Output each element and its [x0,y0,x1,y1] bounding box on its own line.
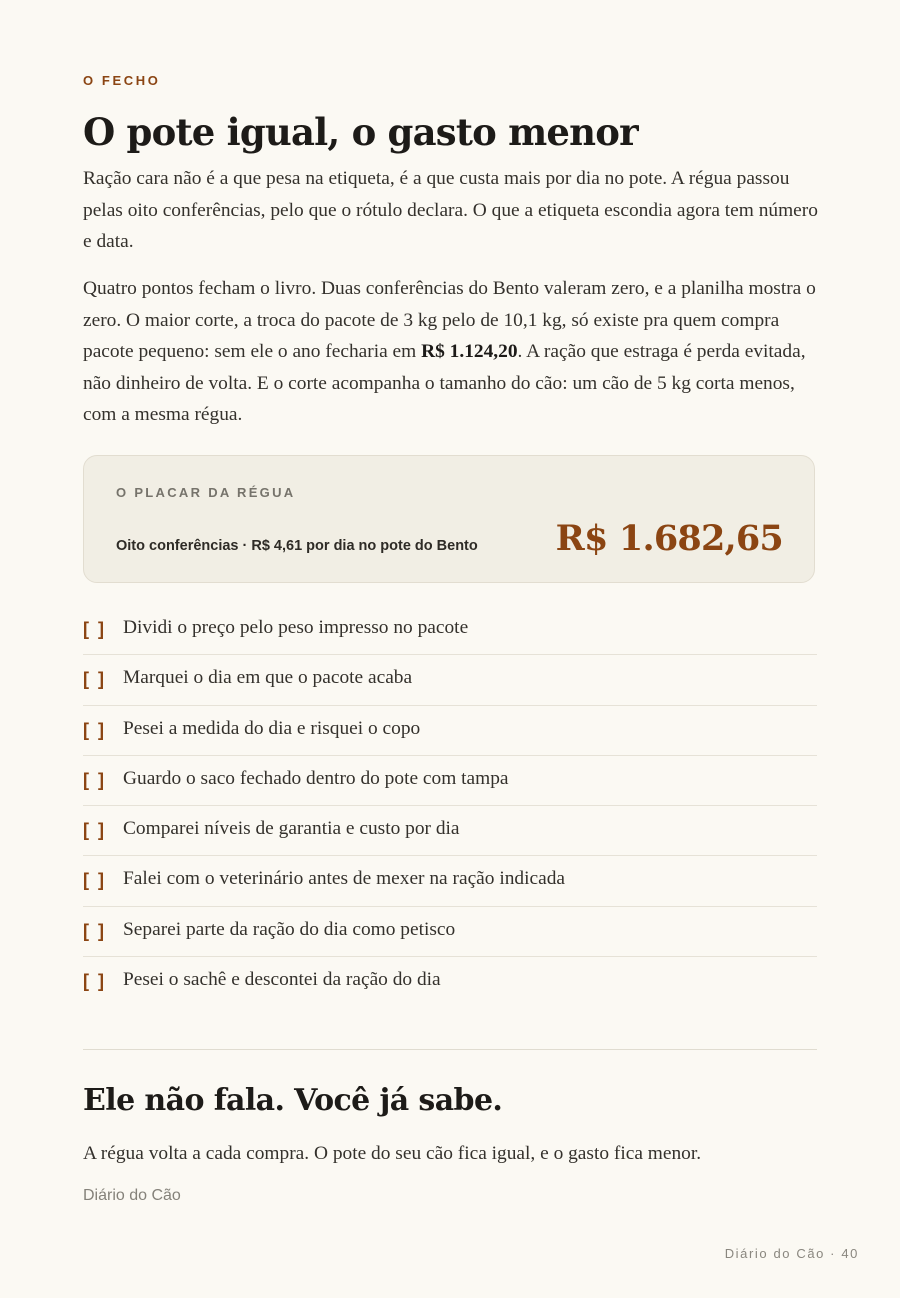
checklist-item-text: Dividi o preço pelo peso impresso no pacote [123,617,469,638]
checkbox[interactable]: [ ] [83,820,106,841]
checklist-item-text: Pesei o sachê e descontei da ração do dia [123,969,441,991]
checklist-item-text: Comparei níveis de garantia e custo por dia [123,818,460,840]
checklist-item [83,806,817,856]
checkbox[interactable]: [ ] [83,870,106,891]
closing-title: Ele não fala. Você já sabe. [83,1083,503,1118]
page-title: O pote igual, o gasto menor [83,110,638,154]
checkbox[interactable]: [ ] [83,769,106,790]
checklist-item-text: Guardo o saco fechado dentro do pote com tampa [123,767,509,789]
checklist [83,605,817,1007]
checklist-item [83,706,817,756]
closing-text: A régua volta a cada compra. O pote do seu cão fica igual, e o gasto fica menor. [83,1143,702,1164]
summary-highlight-amount: R$ 1.124,20 [421,341,518,362]
signature: Diário do Cão [83,1187,181,1204]
checklist-item [83,605,817,655]
summary-text-end: . A ração que estraga é perda evitada, não dinheiro de volta. E o corte acompanha o tamanho do cão: um cão de 5 kg corta menos, com a mesma régua. [83,341,806,425]
checklist-item-text: Marquei o dia em que o pacote acaba [123,667,413,689]
scoreboard-card [83,455,815,583]
checklist-item-text: Pesei a medida do dia e risquei o copo [123,717,421,739]
checkbox[interactable]: [ ] [83,719,106,740]
checklist-item [83,957,817,1007]
checkbox[interactable]: [ ] [83,920,106,941]
summary-paragraph [83,273,823,431]
scoreboard-label: O PLACAR DA RÉGUA [116,485,296,500]
page-folio: Diário do Cão · 40 [724,1246,859,1261]
scoreboard-total: R$ 1.682,65 [555,518,783,559]
checklist-item [83,856,817,906]
intro-paragraph: Ração cara não é a que pesa na etiqueta, é a que custa mais por dia no pote. A régua passou pelas oito conferências, pelo que o rótulo declara. O que a etiqueta escondia agora tem número e data. [83,168,818,252]
checkbox[interactable]: [ ] [83,971,106,992]
scoreboard-subtitle: Oito conferências · R$ 4,61 por dia no pote do Bento [116,538,478,554]
section-divider [83,1049,817,1050]
section-eyebrow: O FECHO [83,73,161,88]
checkbox[interactable]: [ ] [83,619,106,639]
checkbox[interactable]: [ ] [83,669,106,690]
checklist-item [83,655,817,705]
checklist-item [83,907,817,957]
checklist-item [83,756,817,806]
summary-text-start: Quatro pontos fecham o livro. Duas conferências do Bento valeram zero, e a planilha mostra o zero. O maior corte, a troca do pacote de 3 kg pelo de 10,1 kg, só existe pra quem compra pacote pequeno: sem ele o ano fecharia em [83,278,816,362]
checklist-item-text: Separei parte da ração do dia como petisco [123,918,456,940]
checklist-item-text: Falei com o veterinário antes de mexer na ração indicada [123,868,566,890]
